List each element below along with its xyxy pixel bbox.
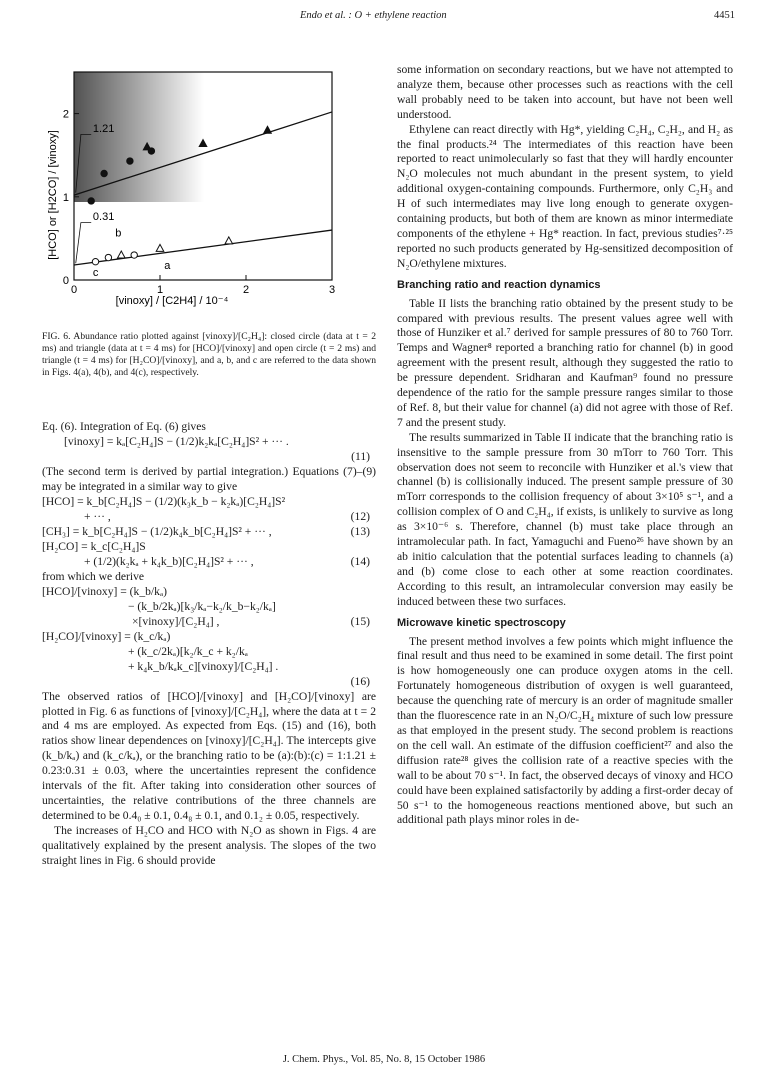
annotation-label: 1.21 (92, 122, 115, 135)
data-point-closed-circle (127, 158, 133, 164)
data-point-open-circle (92, 258, 98, 264)
x-axis-label: [vinoxy] / [C2H4] / 10⁻⁴ (115, 295, 229, 307)
equation-11: [vinoxy] = kₐ[C₂H₄]S − (1/2)k₂kₐ[C₂H₄]S² + ··· . (64, 434, 289, 448)
right-column (397, 63, 733, 828)
equation-14: [H₂CO] = k_c[C₂H₄]S (42, 539, 146, 553)
paragraph: The observed ratios of [HCO]/[vinoxy] and [H₂CO]/[vinoxy] are plotted in Fig. 6 as functions of [vinoxy]/[C₂H₄], where the data at t = 2 and 4 ms are employed. As expected from Eqs. (15) and (16), both ratios show linear dependences on [vinoxy]/[C₂H₄]. The intercepts give (k_b/kₐ) and (k_c/kₐ), or the branching ratio to be (a):(b):(c) = 1:1.21 ± 0.23:0.31 ± 0.03, where the uncertainties represent the confidence intervals of the fit. After taking into consideration other sources of uncertainties, the relative contributions of the three channels are determined to be 0.4₀ ± 0.1, 0.4₈ ± 0.1, and 0.1₂ ± 0.05, respectively. (42, 689, 376, 822)
data-point-open-triangle (225, 237, 233, 244)
equation-13: [CH₃] = k_b[C₂H₄]S − (1/2)k₄k_b[C₂H₄]S² + ··· , (13) (42, 524, 370, 538)
paragraph: The present method involves a few points which might influence the final result and thus need to be examined in some detail. The first point is how homogeneously one can produce oxygen atoms in the cell. Fortunately homogeneous distribution of oxygen is well guaranteed, because the quenching rate of mercury is an order of magnitude smaller than the fluorescence rate in an N₂O/C₂H₄ mixture of such low pressure as that employed in the present study. The second problem is reactions on the cell wall. An estimate of the diffusion coefficient²⁷ and also the diffusion rate²⁸ gives the collision rate of a reactive species with the wall to be about 70 s⁻¹. In fact, the observed decays of vinoxy and HCO could have been explained satisfactorily by adding a first-order decay of 50 s⁻¹ to the homogeneous reactions mentioned above, but such an additional path plays minor roles in de- (397, 634, 733, 827)
equation-12: [HCO] = k_b[C₂H₄]S − (1/2)(k₃k_b − k₂kₐ)[C₂H₄]S² (42, 494, 286, 508)
equation-12-cont: + ··· , (12) (84, 509, 370, 523)
y-tick-label: 2 (62, 108, 69, 121)
y-axis-label: [HCO] or [H2CO] / [vinoxy] (47, 130, 59, 260)
equation-15: [HCO]/[vinoxy] = (k_b/kₐ) (42, 584, 167, 598)
figure-caption: FIG. 6. Abundance ratio plotted against [vinoxy]/[C₂H₄]: closed circle (data at t = 2 ms) and triangle (data at t = 4 ms) for [HCO]/[vinoxy] and open circle (t = 2 ms) and triangle (t = 4 ms) for [H₂CO]/[vinoxy], and a, b, and c are referred to the data shown in Figs. 4(a), 4(b), and 4(c), respectively. (42, 331, 376, 378)
x-tick-label: 2 (242, 284, 250, 296)
section-heading: Branching ratio and reaction dynamics (397, 278, 601, 291)
data-point-closed-triangle (264, 126, 272, 133)
paragraph: The increases of H₂CO and HCO with N₂O as shown in Figs. 4 are qualitatively explained by the present analysis. The slopes of the two straight lines in Fig. 6 should provide (42, 823, 376, 867)
paragraph: some information on secondary reactions, but we have not attempted to analyze them, because other processes such as reactions with the cell wall probably need to be taken into account, but have not been well understood. (397, 63, 733, 121)
leader-line (76, 223, 91, 264)
equation-16-cont: + k₄k_b/kₐk_c][vinoxy]/[C₂H₄] . (128, 659, 279, 673)
x-tick-label: 1 (156, 284, 164, 296)
paragraph: Ethylene can react directly with Hg*, yielding C₂H₄, C₂H₂, and H₂ as the final products.²⁴ The intermediates of this reaction have been reported to react unimolecularly so fast that they will hardly encounter N₂O molecules not much abundant in the present system, to yield additional oxygen-containing compounds. Furthermore, only C₂H₃ and H of such intermediates may live long enough to generate oxygen-containing products, but both of them are known as minor intermediate components of the ethylene + Hg* reaction. In fact, previous studies⁷·²⁵ reported no such products generated by Hg-sensitized decomposition of N₂O/ethylene mixtures. (397, 122, 733, 270)
paragraph: Eq. (6). Integration of Eq. (6) gives (42, 420, 206, 433)
data-point-closed-circle (88, 198, 94, 204)
annotation-label: a (164, 260, 171, 273)
equation-16-cont: + (k_c/2kₐ)[k₂/k_c + k₂/kₐ (128, 644, 248, 658)
journal-footer: J. Chem. Phys., Vol. 85, No. 8, 15 October 1986 (282, 1054, 486, 1065)
figure-6-chart (42, 60, 376, 322)
y-tick-label: 0 (62, 275, 69, 287)
data-point-closed-circle (101, 170, 107, 176)
paragraph: Table II lists the branching ratio obtained by the present study to be compared with previous results. The present values agree well with those of Hunziker et al.⁷ derived for sample pressures of 80 to 760 Torr. Temps and Wagner⁸ reported a branching ratio for channel (b) in good agreement with the present result, although they suggested the ratio to be pressure dependent. Sridharan and Kaufman⁹ found no pressure dependence of the ratio for the sample pressure ranges similar to those of Ref. 8, but their value for channel (a) did not agree with those of Ref. 7 and the present study. (397, 296, 733, 429)
data-point-open-circle (105, 254, 111, 260)
data-point-open-triangle (118, 251, 126, 258)
running-header-title: Endo et al. : O + ethylene reaction (300, 10, 447, 21)
equation-number: (11) (351, 449, 370, 463)
paragraph: The results summarized in Table II indicate that the branching ratio is insensitive to the sample pressure from 30 mTorr to 760 Torr. This observation does not seem to reconcile with Hunziker et al.'s view that channel (b) is collisionally induced. The present sample pressure of 30 mTorr corresponds to the collision frequency of about 3×10⁵ s⁻¹, and a collision complex of O and C₂H₄, if exists, is unlikely to survive as long as 3×10⁻⁶ s. Therefore, channel (b) must take place through an intramolecular path. In fact, Yamaguchi and Fueno²⁶ have shown by an ab initio calculation that the potential surfaces leading to channels (a) and (b) come close to each other at some reaction coordinates. According to this result, an intramolecular conversion may easily be induced between these two surfaces. (397, 430, 733, 608)
equation-16: [H₂CO]/[vinoxy] = (k_c/kₐ) (42, 629, 171, 643)
annotation-label: c (92, 266, 99, 279)
paragraph: (The second term is derived by partial integration.) Equations (7)–(9) may be integrated in a similar way to give (42, 464, 376, 493)
annotation-label: b (115, 227, 122, 240)
annotation-label: 0.31 (92, 211, 115, 224)
data-point-open-circle (131, 252, 137, 258)
equation-15-cont: − (k_b/2kₐ)[k₃/kₐ−k₂/k_b−k₂/kₐ] (128, 599, 276, 613)
equation-number: (16) (350, 674, 370, 688)
left-column (42, 420, 376, 869)
equation-14-cont: + (1/2)(k₂kₐ + k₄k_b)[C₂H₄]S² + ··· , (14) (84, 554, 370, 568)
page-number: 4451 (714, 10, 735, 21)
fit-line (74, 227, 332, 265)
x-tick-label: 0 (70, 284, 78, 296)
section-heading: Microwave kinetic spectroscopy (397, 616, 566, 629)
x-tick-label: 3 (328, 284, 336, 296)
equation-15-cont: ×[vinoxy]/[C₂H₄] , (15) (132, 614, 370, 628)
data-point-open-triangle (156, 244, 164, 251)
paragraph: from which we derive (42, 569, 145, 583)
y-tick-label: 1 (62, 191, 69, 204)
